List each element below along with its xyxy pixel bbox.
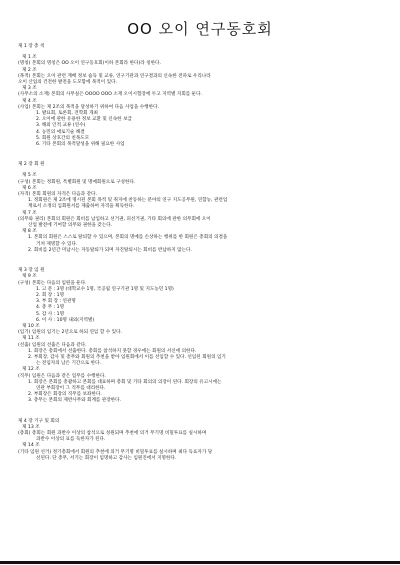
- article-7-number: 제 7 조: [22, 210, 37, 216]
- page-title: OO 오이 연구동호회: [127, 20, 273, 38]
- bylaws-body: [18, 44, 386, 462]
- article-2-number: 제 2 조: [22, 67, 37, 73]
- article-12-text: (직무) 임원은 다음과 같은 업무를 수행한다.: [18, 373, 106, 379]
- article-8-item: 2. 회비를 2년간 미납시는 자동탈퇴가 되며 자진탈퇴시는 회비를 반납하지 않는다.: [28, 247, 192, 253]
- article-11-item: 2. 부회장, 감사 및 총무와 회원의 추천을 받아 임원회에서 이를 선임할 수 있다. 선임된 회원의 임기: [28, 354, 226, 360]
- article-10-number: 제 10 조: [22, 323, 40, 329]
- article-2-text-cont: 오이 산업의 건전한 발전을 도모함에 목적이 있다.: [18, 80, 117, 86]
- article-2-text: (목적) 본회는 오이 관련 재배 정보 습득 및 교류, 연구기관과 연구결과의 신속한 전파로 우리나라: [18, 73, 211, 79]
- article-8-number: 제 8 조: [22, 229, 37, 235]
- article-4-item: 4. 농민의 애로기술 해결: [36, 129, 85, 135]
- article-4-item: 6. 기타 본회의 목적달성을 위해 필요한 사업: [36, 142, 125, 148]
- article-8-item-cont: 거쳐 제명할 수 있다.: [36, 241, 78, 247]
- article-11-text: (선출) 임원의 선출은 다음과 같다.: [18, 342, 87, 348]
- article-13-text-cont: 과반수 이상의 표를 득한자가 된다.: [36, 437, 106, 443]
- article-6-text: (자격) 본회 회원의 자격은 다음과 같다.: [18, 192, 97, 198]
- article-9-item: 3. 부 회 장 : 연관명: [36, 299, 76, 305]
- article-14-number: 제 14 조: [22, 443, 40, 449]
- article-9-text: (구성) 본회는 다음의 임원을 둔다.: [18, 280, 87, 286]
- article-3-text: (사무소의 소재) 본회의 사무실은 OOOO OOO 소재 오이시험장에 두고 지역별 지회를 둔다.: [18, 92, 202, 98]
- article-11-item-cont: 는 전임자의 남은 기간으로 한다.: [36, 361, 101, 367]
- article-4-item: 1. 발표회, 토론회, 견학회 개최: [36, 111, 98, 117]
- article-14-text: (기타 임원 선거) 정기총회에서 회원의 추천에 의거 무기명 비밀투표를 실시하며 최다 득표자가 당: [18, 449, 213, 455]
- article-9-item: 4. 총 무 : 1명: [36, 305, 65, 311]
- article-7-text-cont: 산업 발전에 기여할 의무와 권한을 갖는다.: [28, 223, 113, 229]
- article-11-item: 1. 회장은 총회에서 선출한다. 총회를 참석하지 못할 경우에는 회원의 서신에 의한다.: [28, 348, 197, 354]
- article-4-item: 3. 해외 인적 교류 (연수): [36, 123, 86, 129]
- article-9-item: 5. 감 사 : 1명: [36, 311, 65, 317]
- article-13-text: (총회) 총회는 회원 과반수 이상의 참석으로 성원되며 추천에 의거 무기명 비밀투표를 실시하며: [18, 430, 207, 436]
- article-12-item: 2. 부회장은 회장의 직무를 보좌한다.: [28, 392, 102, 398]
- article-14-text-cont: 선된다. 단 총무, 서기는 회장이 임명하고 감사는 임원진에서 지명한다.: [36, 455, 177, 461]
- chapter-1-heading: 제 1 장 총 칙: [18, 44, 45, 49]
- article-13-number: 제 13 조: [22, 424, 40, 430]
- article-10-text: (임기) 임원의 임기는 2년으로 하되 연임 할 수 있다.: [18, 330, 122, 336]
- article-12-item-cont: 연관 부회장이 그 직무를 대리한다.: [36, 385, 106, 391]
- article-7-text: (의무와 권리) 본회의 회원은 회비를 납입하고 선거권, 피선거권, 기타 회의에 관한 의무회에 오이: [18, 216, 211, 222]
- article-9-item: 1. 고 문 : 3명 (대학교수 1명, 국공립 연구기관 1명 및 지도농민 1명): [36, 286, 174, 292]
- article-1-text: (명칭) 본회의 명칭은 OO 오이 연구동호회(이하 본회라 한다)라 칭한다.: [18, 61, 161, 67]
- article-4-text: (사업) 본회는 제 2조의 목적을 달성하기 위하여 다음 사업을 수행한다.: [18, 104, 159, 110]
- article-9-item: 2. 회 장 : 1명: [36, 292, 65, 298]
- article-5-text: (구성) 본회는 정회원, 특별회원 및 명예회원으로 구성한다.: [18, 179, 136, 185]
- chapter-3-heading: 제 3 장 임 원: [18, 268, 45, 274]
- article-5-number: 제 5 조: [22, 173, 37, 179]
- article-12-number: 제 12 조: [22, 367, 40, 373]
- bottom-divider: [0, 561, 400, 564]
- article-9-item: 6. 이 사 : 10명 내외(지역별): [36, 317, 95, 323]
- chapter-2-heading: 제 2 장 회 원: [18, 162, 45, 168]
- article-1-number: 제 1 조: [22, 55, 37, 61]
- article-11-number: 제 11 조: [22, 336, 40, 342]
- article-4-item: 5. 회원 상호간의 친목도모: [36, 135, 90, 141]
- article-6-number: 제 6 조: [22, 185, 37, 191]
- article-8-item: 1. 본회의 회원은 스스로 탈퇴할 수 있으며, 본회의 명예를 손상하는 행위를 한 회원은 총회의 의결을: [28, 235, 228, 241]
- article-4-item: 2. 오이에 관한 유용한 정보 교환 및 신속한 보급: [36, 117, 132, 123]
- article-6-item-cont: 계로서 소정의 입회원서를 제출하여 자격을 획득한다.: [28, 204, 135, 210]
- article-3-number: 제 3 조: [22, 86, 37, 92]
- article-12-item: 1. 회장은 본회를 총괄하고 본회를 대표하며 총회 및 기타 회의의 의장이 된다. 회장의 유고시에는: [28, 379, 222, 385]
- article-6-item: 1. 정회원은 제 2조에 명시된 본회 목적 및 취지에 찬동하는 분야의 연구 지도공무원, 연합농, 관련업: [28, 198, 228, 204]
- article-4-number: 제 4 조: [22, 98, 37, 104]
- article-9-number: 제 9 조: [22, 274, 37, 280]
- article-12-item: 3. 총무는 본회의 제반사무와 회계를 관장한다.: [28, 398, 122, 404]
- chapter-4-heading: 제 4 장 기구 및 회의: [18, 418, 60, 424]
